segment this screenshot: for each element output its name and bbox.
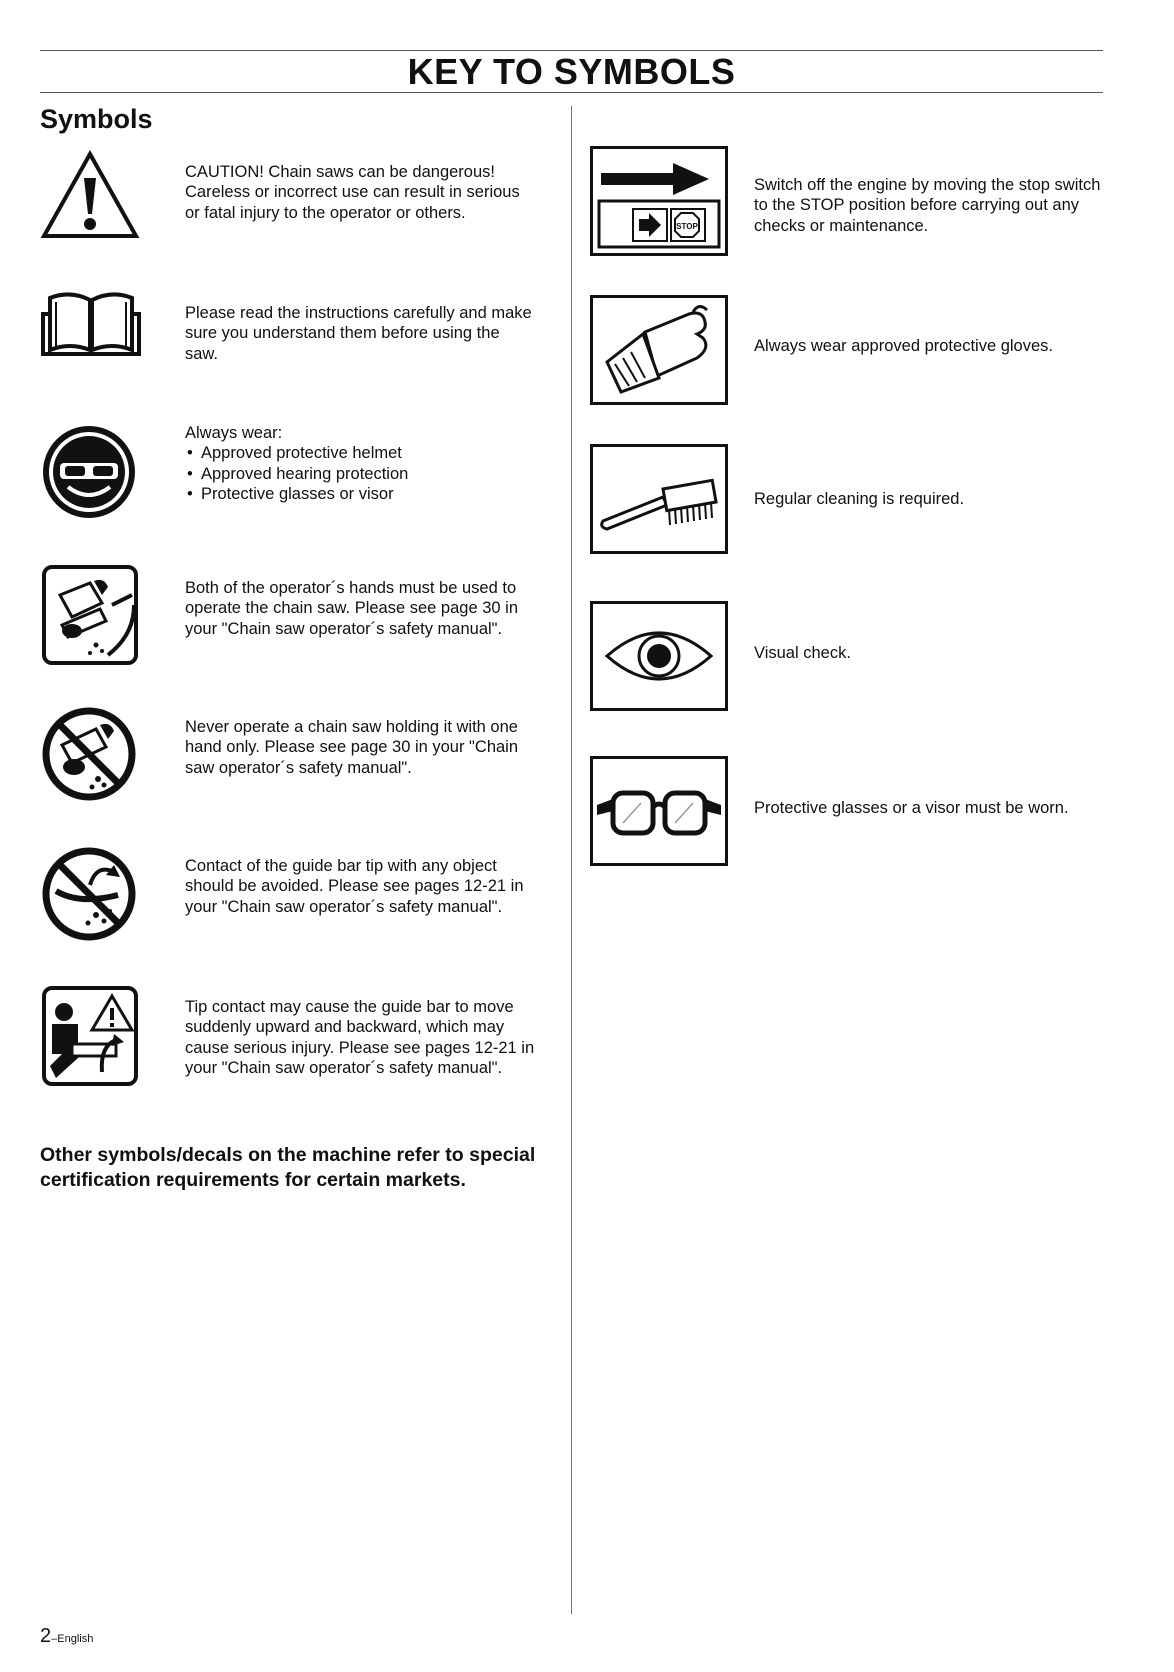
cleaning-brush-icon bbox=[593, 447, 725, 551]
symbol-description: CAUTION! Chain saws can be dangerous! Careless or incorrect use can result in serious or fatal injury to the operator or others. bbox=[185, 163, 520, 222]
instruction-book-icon bbox=[40, 288, 142, 358]
page-separator: – bbox=[51, 1633, 58, 1645]
symbol-description: Tip contact may cause the guide bar to move suddenly upward and backward, which may cause serious injury. Please see pages 12-21 in your "Chain saw operator´s safety manual". bbox=[185, 998, 535, 1077]
page-language: English bbox=[57, 1633, 94, 1645]
list-item: • Protective glasses or visor bbox=[185, 484, 535, 504]
title-rule bbox=[40, 92, 1103, 93]
two-hands-chainsaw-icon bbox=[42, 565, 138, 665]
symbol-frame bbox=[590, 444, 728, 554]
page-number-value: 2 bbox=[40, 1625, 52, 1647]
bar-tip-contact-prohibited-icon bbox=[40, 845, 138, 943]
protective-glasses-icon bbox=[593, 759, 725, 863]
symbol-description: Always wear approved protective gloves. bbox=[754, 337, 1053, 355]
symbol-description: Regular cleaning is required. bbox=[754, 490, 965, 508]
symbol-description: Visual check. bbox=[754, 644, 851, 662]
symbol-frame bbox=[590, 146, 728, 256]
wear-list bbox=[185, 443, 535, 504]
helmet-hearing-glasses-icon bbox=[40, 423, 138, 521]
caution-triangle-icon bbox=[40, 150, 140, 240]
symbol-frame bbox=[590, 601, 728, 711]
eye-icon bbox=[593, 604, 725, 708]
certification-note: Other symbols/decals on the machine refer to special certification requirements for certain markets. bbox=[40, 1144, 536, 1191]
one-hand-prohibited-icon bbox=[40, 705, 138, 803]
stop-label: STOP bbox=[676, 222, 698, 231]
column-divider bbox=[571, 106, 572, 1614]
page-title: KEY TO SYMBOLS bbox=[407, 51, 736, 92]
symbol-description: Both of the operator´s hands must be used to operate the chain saw. Please see page 30 in your "Chain saw operator´s safety manual". bbox=[185, 579, 518, 638]
section-heading: Symbols bbox=[40, 104, 153, 134]
symbol-description: Never operate a chain saw holding it with one hand only. Please see page 30 in your "Chain saw operator´s safety manual". bbox=[185, 718, 519, 777]
symbol-description: Please read the instructions carefully and make sure you understand them before using the saw. bbox=[185, 304, 532, 363]
symbol-frame bbox=[590, 756, 728, 866]
symbol-frame bbox=[590, 295, 728, 405]
page-number bbox=[40, 1625, 93, 1648]
symbol-description bbox=[185, 423, 535, 504]
list-item: • Approved hearing protection bbox=[185, 464, 535, 484]
kickback-warning-icon bbox=[42, 986, 138, 1086]
symbol-description: Contact of the guide bar tip with any object should be avoided. Please see pages 12-21 in your "Chain saw operator´s safety manual". bbox=[185, 857, 524, 916]
stop-switch-icon bbox=[593, 149, 725, 253]
list-item: • Approved protective helmet bbox=[185, 443, 535, 463]
symbol-description: Protective glasses or a visor must be worn. bbox=[754, 799, 1069, 817]
symbol-description: Switch off the engine by moving the stop switch to the STOP position before carrying out any checks or maintenance. bbox=[754, 176, 1101, 235]
protective-glove-icon bbox=[593, 298, 725, 402]
wear-intro: Always wear: bbox=[185, 424, 283, 442]
